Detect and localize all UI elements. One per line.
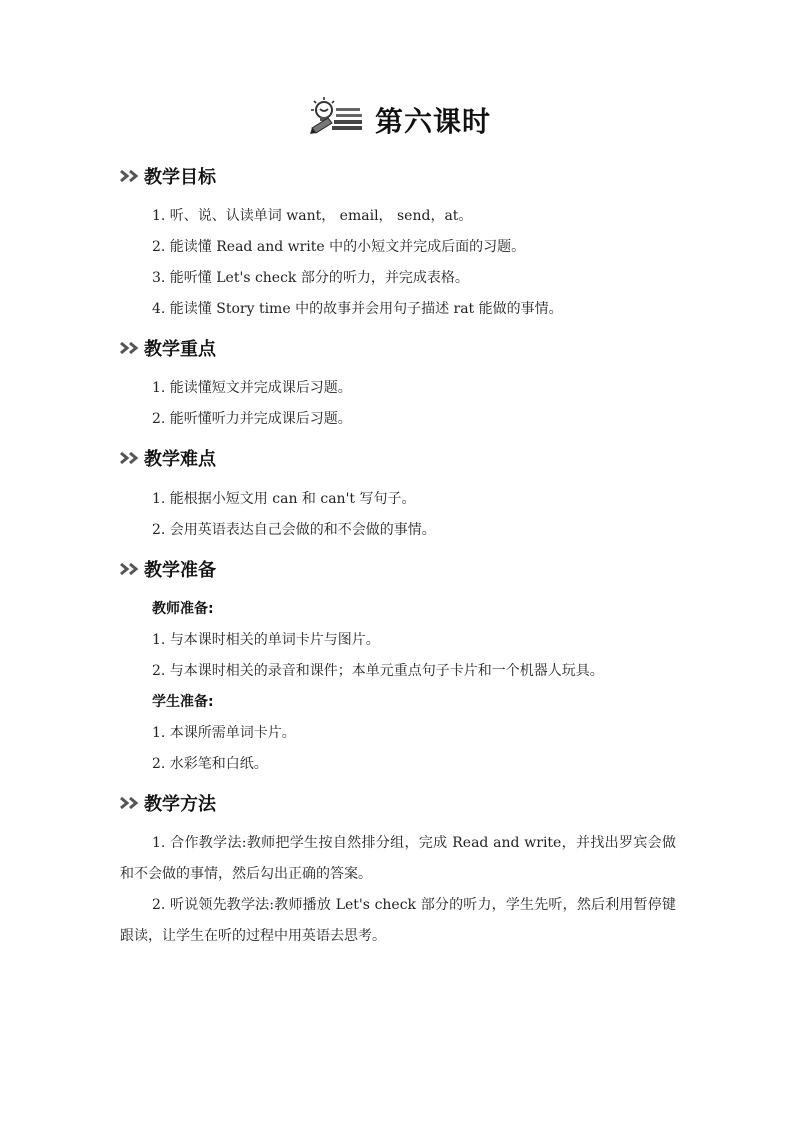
list-item: 1. 与本课时相关的单词卡片与图片。 <box>152 632 380 648</box>
double-chevron-icon <box>120 451 142 465</box>
list-item: 2. 与本课时相关的录音和课件；本单元重点句子卡片和一个机器人玩具。 <box>152 663 604 679</box>
method-paragraph: 1. 合作教学法:教师把学生按自然排分组，完成 Read and write，并找出罗宾会做和不会做的事情，然后勾出正确的答案。 <box>120 835 676 882</box>
page-title: 第六课时 <box>375 105 492 138</box>
double-chevron-icon <box>120 341 142 355</box>
lightbulb-icon <box>308 96 364 136</box>
section-heading-preparation <box>120 556 216 582</box>
list-item: 1. 听、说、认读单词 want， email， send，at。 <box>152 208 473 224</box>
section-title: 教学重点 <box>144 339 216 360</box>
section-title: 教学方法 <box>144 794 216 815</box>
list-item: 2. 能听懂听力并完成课后习题。 <box>152 411 352 427</box>
method-paragraph: 2. 听说领先教学法:教师播放 Let's check 部分的听力，学生先听，然后利用暂停键跟读，让学生在听的过程中用英语去思考。 <box>120 897 676 944</box>
section-heading-objectives <box>120 163 216 189</box>
list-item: 2. 水彩笔和白纸。 <box>152 756 268 772</box>
section-heading-methods <box>120 790 216 816</box>
section-title: 教学目标 <box>144 167 216 188</box>
list-item: 1. 能根据小短文用 can 和 can't 写句子。 <box>152 491 416 507</box>
section-title: 教学难点 <box>144 449 216 470</box>
double-chevron-icon <box>120 562 142 576</box>
section-heading-difficulties <box>120 445 216 471</box>
double-chevron-icon <box>120 796 142 810</box>
list-item: 1. 能读懂短文并完成课后习题。 <box>152 380 352 396</box>
double-chevron-icon <box>120 169 142 183</box>
teacher-prep-label: 教师准备: <box>152 601 214 617</box>
title-block <box>0 96 794 142</box>
list-item: 2. 能读懂 Read and write 中的小短文并完成后面的习题。 <box>152 239 526 255</box>
list-item: 3. 能听懂 Let's check 部分的听力，并完成表格。 <box>152 270 469 286</box>
list-item: 2. 会用英语表达自己会做的和不会做的事情。 <box>152 522 436 538</box>
section-heading-key-points <box>120 335 216 361</box>
section-title: 教学准备 <box>144 560 216 581</box>
list-item: 1. 本课所需单词卡片。 <box>152 725 296 741</box>
student-prep-label: 学生准备: <box>152 694 214 710</box>
list-item: 4. 能读懂 Story time 中的故事并会用句子描述 rat 能做的事情。 <box>152 301 563 317</box>
